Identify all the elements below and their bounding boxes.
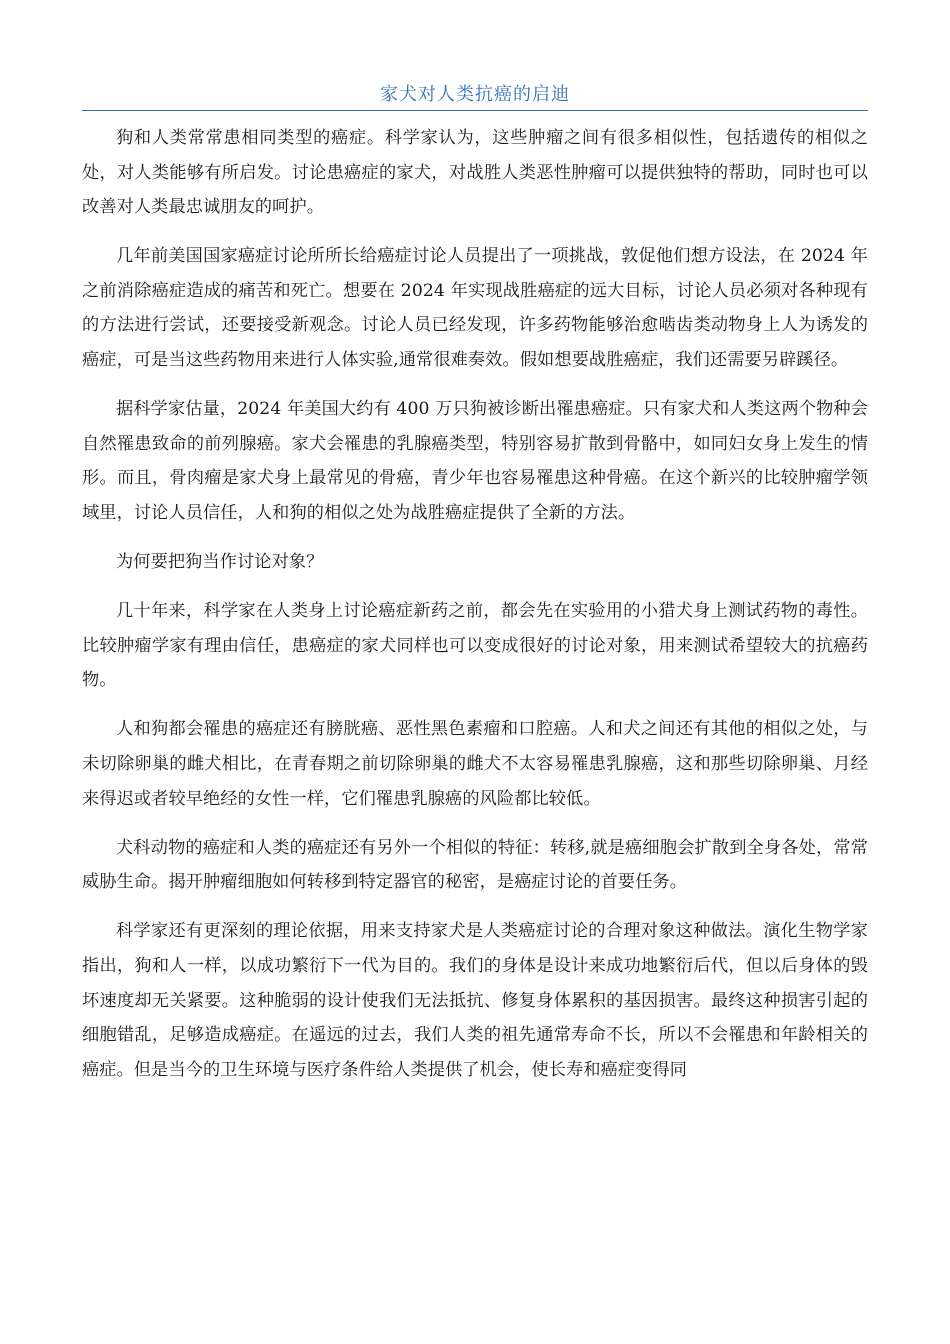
section-heading: 为何要把狗当作讨论对象？ bbox=[116, 552, 324, 573]
paragraph-1: 狗和人类常常患相同类型的癌症。科学家认为，这些肿瘤之间有很多相似性，包括遗传的相似之处，对人类能够有所启发。讨论患癌症的家犬，对战胜人类恶性肿瘤可以提供独特的帮助，同时也可以改善对人类最忠诚朋友的呵护。 bbox=[82, 128, 868, 218]
paragraph-4: 几十年来，科学家在人类身上讨论癌症新药之前，都会先在实验用的小猎犬身上测试药物的毒性。比较肿瘤学家有理由信任，患癌症的家犬同样也可以变成很好的讨论对象，用来测试希望较大的抗癌药物。 bbox=[82, 601, 868, 691]
paragraph-3: 据科学家估量，2024 年美国大约有 400 万只狗被诊断出罹患癌症。只有家犬和人类这两个物种会自然罹患致命的前列腺癌。家犬会罹患的乳腺癌类型，特别容易扩散到骨骼中，如同妇女身上发生的情形。而且，骨肉瘤是家犬身上最常见的骨癌，青少年也容易罹患这种骨癌。在这个新兴的比较肿瘤学领域里，讨论人员信任，人和狗的相似之处为战胜癌症提供了全新的方法。 bbox=[82, 399, 868, 523]
paragraph-6: 犬科动物的癌症和人类的癌症还有另外一个相似的特征：转移,就是癌细胞会扩散到全身各处，常常威胁生命。揭开肿瘤细胞如何转移到特定器官的秘密，是癌症讨论的首要任务。 bbox=[82, 837, 868, 893]
paragraph-5: 人和狗都会罹患的癌症还有膀胱癌、恶性黑色素瘤和口腔癌。人和犬之间还有其他的相似之处，与未切除卵巢的雌犬相比，在青春期之前切除卵巢的雌犬不太容易罹患乳腺癌，这和那些切除卵巢、月经来得迟或者较早绝经的女性一样，它们罹患乳腺癌的风险都比较低。 bbox=[82, 719, 868, 809]
paragraph-7: 科学家还有更深刻的理论依据，用来支持家犬是人类癌症讨论的合理对象这种做法。演化生物学家指出，狗和人一样，以成功繁衍下一代为目的。我们的身体是设计来成功地繁衍后代，但以后身体的毁坏速度却无关紧要。这种脆弱的设计使我们无法抵抗、修复身体累积的基因损害。最终这种损害引起的细胞错乱，足够造成癌症。在遥远的过去，我们人类的祖先通常寿命不长，所以不会罹患和年龄相关的癌症。但是当今的卫生环境与医疗条件给人类提供了机会，使长寿和癌症变得同 bbox=[82, 921, 868, 1080]
document-body bbox=[82, 121, 868, 1102]
page-title: 家犬对人类抗癌的启迪 bbox=[380, 84, 570, 105]
paragraph-2: 几年前美国国家癌症讨论所所长给癌症讨论人员提出了一项挑战，敦促他们想方设法，在 2024 年之前消除癌症造成的痛苦和死亡。想要在 2024 年实现战胜癌症的远大目标，讨论人员必须对各种现有的方法进行尝试，还要接受新观念。讨论人员已经发现，许多药物能够治愈啮齿类动物身上人为诱发的癌症，可是当这些药物用来进行人体实验,通常很难奏效。假如想要战胜癌症，我们还需要另辟蹊径。 bbox=[82, 246, 868, 371]
page-header bbox=[82, 80, 868, 111]
